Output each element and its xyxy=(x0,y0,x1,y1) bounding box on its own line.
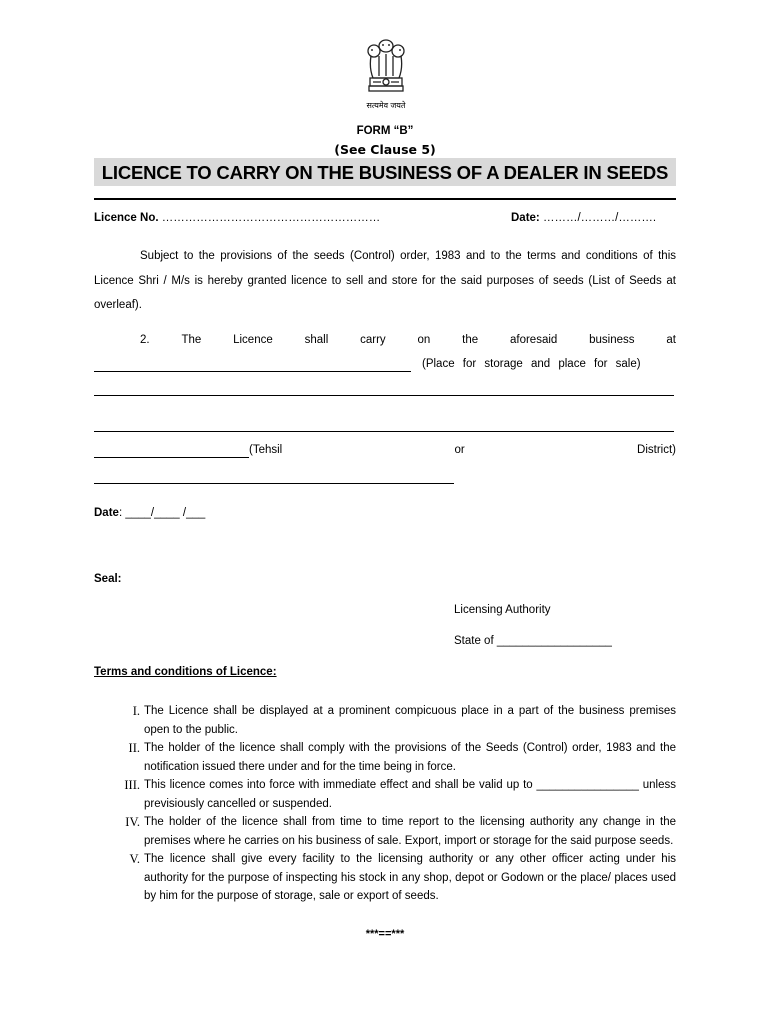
para2-word: shall xyxy=(304,334,329,346)
seal-label: Seal: xyxy=(94,573,122,585)
issue-date-blank: ………/………/………. xyxy=(539,212,657,224)
list-item xyxy=(94,739,676,776)
term-number: I. xyxy=(132,704,140,718)
state-label: State of __________________ xyxy=(454,635,612,647)
list-item xyxy=(94,702,676,739)
licence-number-blank: ………………………………………………… xyxy=(161,212,381,224)
licence-date-label: Date xyxy=(94,507,119,519)
place-blank-line xyxy=(94,371,411,372)
term-number: V. xyxy=(129,852,140,866)
term-text: The Licence shall be displayed at a prominent compicuous place in a part of the business premises open to the public. xyxy=(144,705,676,736)
licence-date-field xyxy=(94,507,205,519)
para2-word: at xyxy=(666,334,676,346)
end-mark: ***==*** xyxy=(365,928,405,940)
issue-date-label: Date: xyxy=(511,212,540,224)
term-number: III. xyxy=(124,778,140,792)
para2-word: carry xyxy=(360,334,386,346)
district-blank-line xyxy=(94,483,454,484)
term-text: The holder of the licence shall comply with the provisions of the Seeds (Control) order, 1983 and the notification issued there under and for the time being in force. xyxy=(144,742,676,773)
tehsil-blank-line xyxy=(94,457,249,458)
issue-date-field xyxy=(511,212,656,224)
district-label: District) xyxy=(637,444,676,456)
term-number: II. xyxy=(128,741,140,755)
form-number: FORM “B” xyxy=(356,125,414,137)
licence-date-blank: : ____/____ /___ xyxy=(118,507,206,519)
para2-word: aforesaid xyxy=(509,334,558,346)
para2-word: 2. xyxy=(140,334,150,346)
business-location-paragraph xyxy=(94,334,676,346)
licensing-authority-label: Licensing Authority xyxy=(454,604,551,616)
place-note xyxy=(422,358,676,370)
tehsil-label: (Tehsil xyxy=(249,444,283,456)
list-item xyxy=(94,850,676,906)
or-label: or xyxy=(454,444,465,456)
tehsil-district-row xyxy=(249,444,676,456)
para2-word: The xyxy=(181,334,202,346)
para2-word: on xyxy=(417,334,431,346)
licence-number-field xyxy=(94,212,380,224)
terms-list xyxy=(94,702,676,906)
term-text: The licence shall give every facility to the licensing authority or any other officer acting under his authority for the purpose of inspecting his stock in any shop, depot or Godown or the place/ places used by him for the purpose of storage, sale or export of seeds. xyxy=(144,853,676,902)
page-title: LICENCE TO CARRY ON THE BUSINESS OF A DEALER IN SEEDS xyxy=(94,158,676,186)
grant-paragraph: Subject to the provisions of the seeds (Control) order, 1983 and to the terms and conditions of this Licence Shri / M/s is hereby granted licence to sell and store for the said purposes of seeds (List of Seeds at overleaf). xyxy=(94,250,676,311)
para2-word: Licence xyxy=(233,334,273,346)
terms-heading: Terms and conditions of Licence: xyxy=(94,666,277,678)
address-blank-line xyxy=(94,431,674,432)
term-text: The holder of the licence shall from time to time report to the licensing authority any change in the premises where he carries on his business of sale. Export, import or storage for the said purpose seeds. xyxy=(144,816,676,847)
term-number: IV. xyxy=(125,815,140,829)
list-item xyxy=(94,813,676,850)
licence-number-label: Licence No. xyxy=(94,212,159,224)
para2-word: business xyxy=(589,334,635,346)
emblem-motto: सत्यमेव जयते xyxy=(366,101,406,110)
term-text: This licence comes into force with immediate effect and shall be valid up to ________________ unless previsiously cancelled or suspended. xyxy=(144,779,676,810)
place-note-text: (Place for storage and place for sale) xyxy=(422,358,641,370)
clause-reference: (See Clause 5) xyxy=(334,142,436,157)
para2-word: the xyxy=(462,334,479,346)
national-emblem-icon xyxy=(361,36,411,98)
title-divider xyxy=(94,198,676,200)
list-item xyxy=(94,776,676,813)
address-blank-line xyxy=(94,395,674,396)
